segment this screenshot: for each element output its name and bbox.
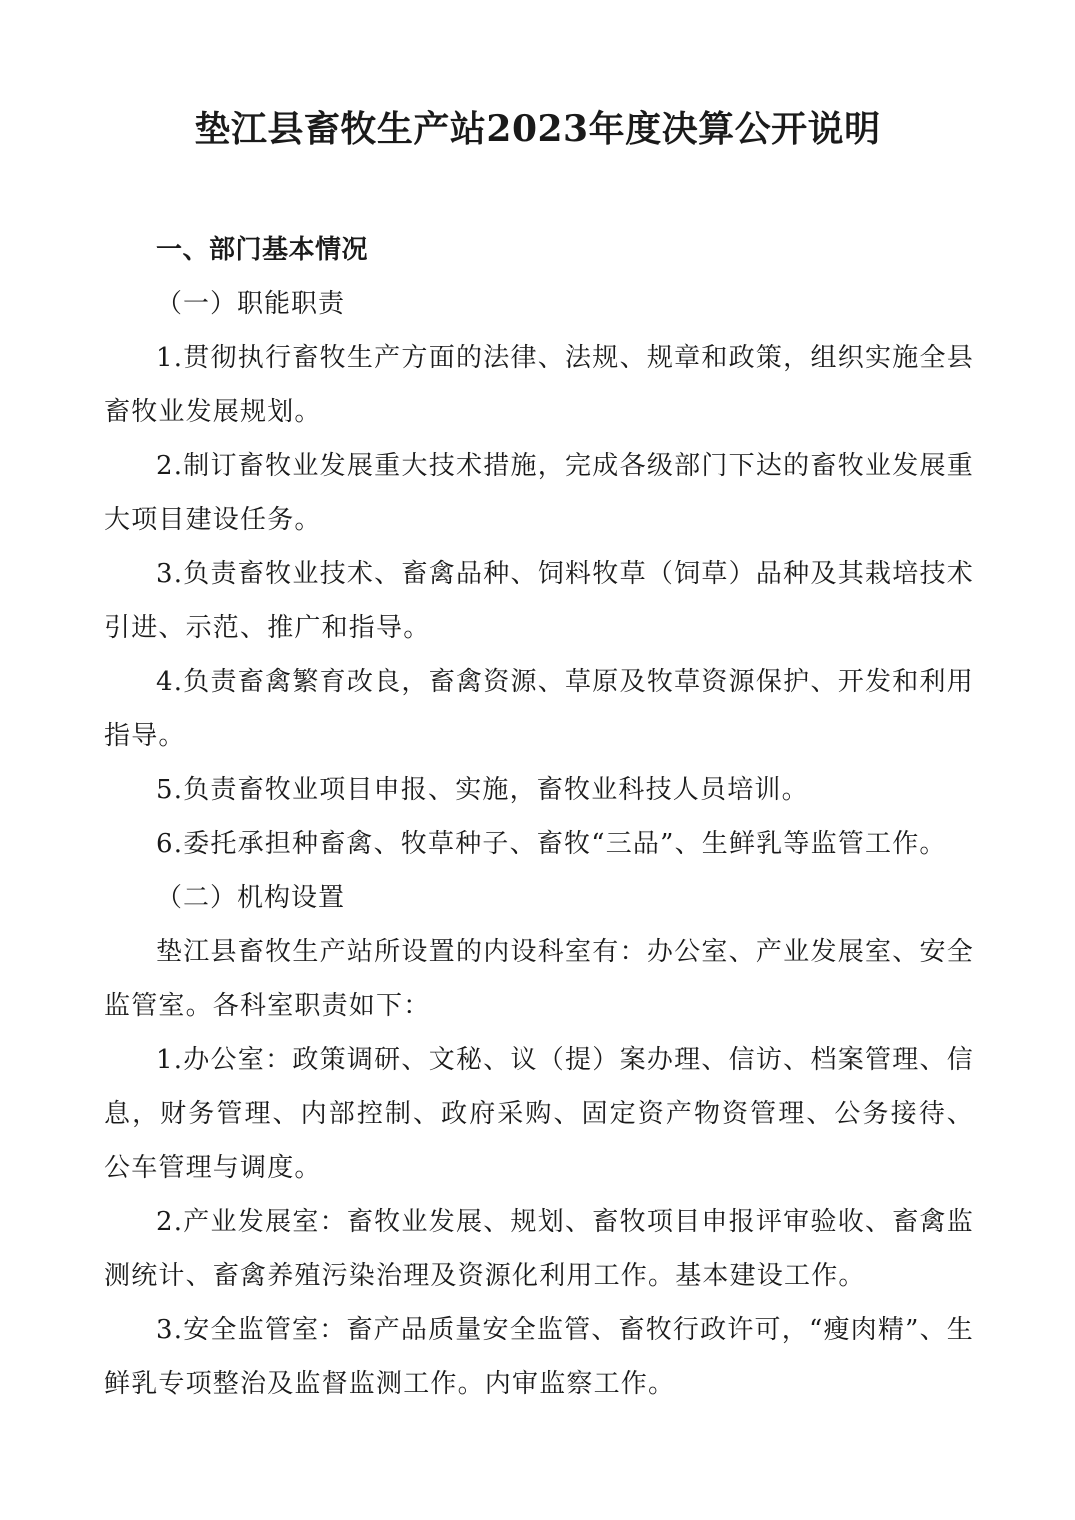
office-paragraph: 2.产业发展室：畜牧业发展、规划、畜牧项目申报评审验收、畜禽监测统计、畜禽养殖污染治理及资源化利用工作。基本建设工作。 bbox=[104, 1207, 974, 1291]
document-title: 垫江县畜牧生产站2023年度决算公开说明 bbox=[194, 108, 881, 150]
duty-paragraph: 5.负责畜牧业项目申报、实施，畜牧业科技人员培训。 bbox=[156, 775, 809, 805]
duty-paragraph: 6.委托承担种畜禽、牧草种子、畜牧“三品”、生鲜乳等监管工作。 bbox=[156, 829, 947, 859]
duty-paragraph: 3.负责畜牧业技术、畜禽品种、饲料牧草（饲草）品种及其栽培技术引进、示范、推广和指导。 bbox=[104, 559, 974, 643]
duty-paragraph: 1.贯彻执行畜牧生产方面的法律、法规、规章和政策，组织实施全县畜牧业发展规划。 bbox=[104, 343, 974, 427]
section-heading-basic-info: 一、部门基本情况 bbox=[156, 235, 369, 265]
office-paragraph: 1.办公室：政策调研、文秘、议（提）案办理、信访、档案管理、信息，财务管理、内部控制、政府采购、固定资产物资管理、公务接待、公车管理与调度。 bbox=[104, 1045, 974, 1183]
duty-paragraph: 2.制订畜牧业发展重大技术措施，完成各级部门下达的畜牧业发展重大项目建设任务。 bbox=[104, 451, 974, 535]
subsection-heading-organization: （二）机构设置 bbox=[156, 883, 346, 913]
subsection-heading-duties: （一）职能职责 bbox=[156, 289, 346, 319]
document-body bbox=[104, 223, 974, 1411]
organization-intro-paragraph: 垫江县畜牧生产站所设置的内设科室有：办公室、产业发展室、安全监管室。各科室职责如下： bbox=[104, 937, 974, 1021]
office-paragraph: 3.安全监管室：畜产品质量安全监管、畜牧行政许可，“瘦肉精”、生鲜乳专项整治及监督监测工作。内审监察工作。 bbox=[104, 1315, 974, 1399]
duty-paragraph: 4.负责畜禽繁育改良，畜禽资源、草原及牧草资源保护、开发和利用指导。 bbox=[104, 667, 974, 751]
